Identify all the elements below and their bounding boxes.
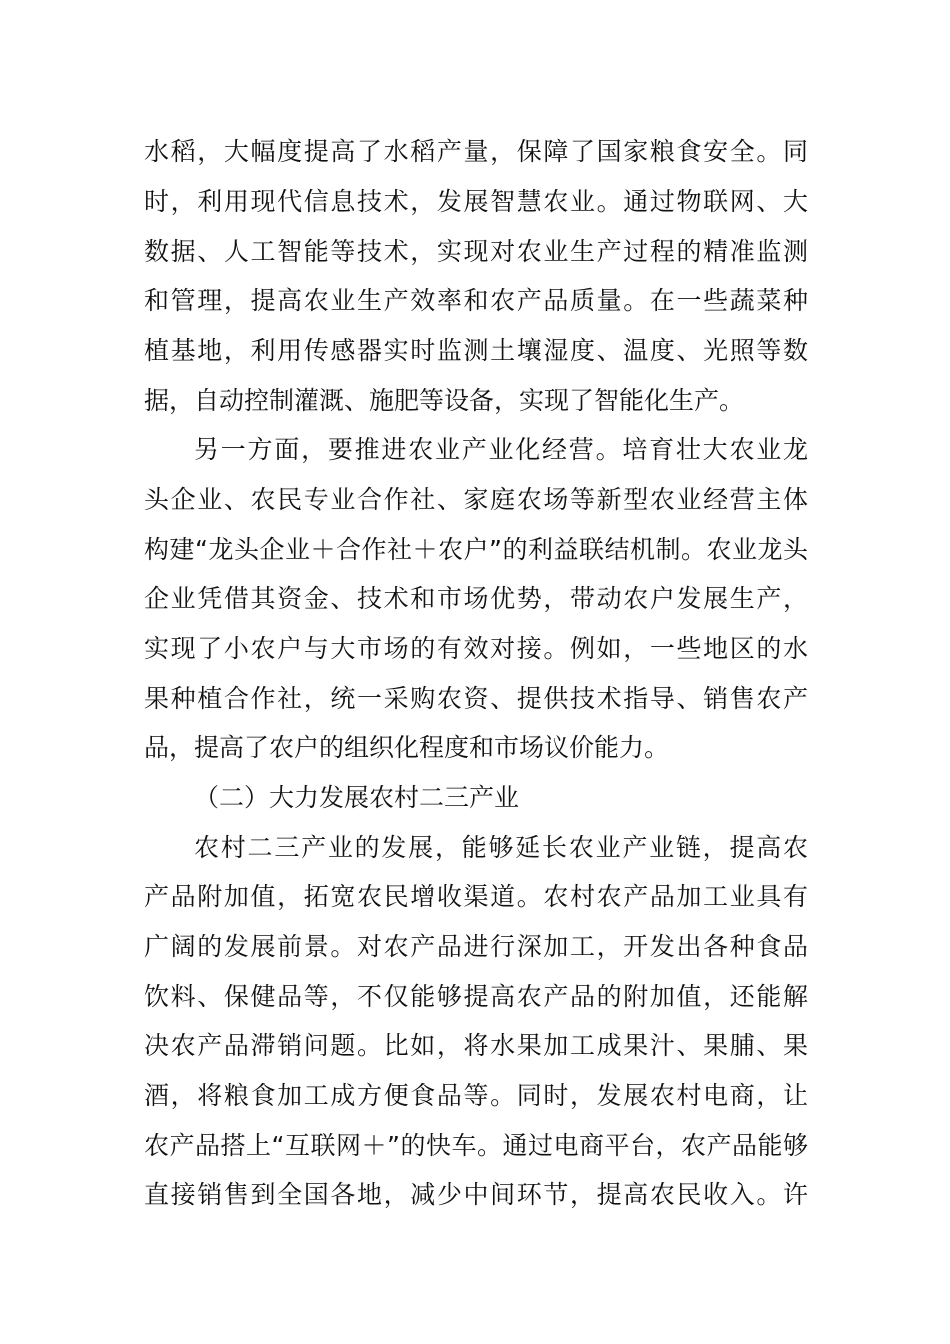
paragraph-line: 决农产品滞销问题。比如，将水果加工成果汁、果脯、果 <box>144 1031 808 1060</box>
paragraph-line: 和管理，提高农业生产效率和农产品质量。在一些蔬菜种 <box>144 286 808 315</box>
paragraph-line: 农产品搭上“互联网＋”的快车。通过电商平台，农产品能够 <box>144 1131 808 1160</box>
section-heading: （二）大力发展农村二三产业 <box>194 783 520 812</box>
paragraph-line: 时，利用现代信息技术，发展智慧农业。通过物联网、大 <box>144 187 808 216</box>
paragraph-line: 直接销售到全国各地，减少中间环节，提高农民收入。许 <box>144 1180 808 1209</box>
paragraph-line: 另一方面，要推进农业产业化经营。培育壮大农业龙 <box>194 435 808 464</box>
paragraph-line: 据，自动控制灌溉、施肥等设备，实现了智能化生产。 <box>144 386 745 415</box>
paragraph-line: 品，提高了农户的组织化程度和市场议价能力。 <box>144 733 670 762</box>
paragraph-line: 产品附加值，拓宽农民增收渠道。农村农产品加工业具有 <box>144 882 808 911</box>
paragraph-line: 企业凭借其资金、技术和市场优势，带动农户发展生产， <box>144 584 808 613</box>
paragraph-line: 饮料、保健品等，不仅能够提高农产品的附加值，还能解 <box>144 982 808 1011</box>
paragraph-line: 数据、人工智能等技术，实现对农业生产过程的精准监测 <box>144 237 808 266</box>
paragraph-line: 果种植合作社，统一采购农资、提供技术指导、销售农产 <box>144 684 808 713</box>
paragraph-line: 广阔的发展前景。对农产品进行深加工，开发出各种食品 <box>144 932 808 961</box>
paragraph-line: 水稻，大幅度提高了水稻产量，保障了国家粮食安全。同 <box>144 137 808 166</box>
paragraph-line: 实现了小农户与大市场的有效对接。例如，一些地区的水 <box>144 634 808 663</box>
paragraph-line: 酒，将粮食加工成方便食品等。同时，发展农村电商，让 <box>144 1081 808 1110</box>
paragraph-line: 农村二三产业的发展，能够延长农业产业链，提高农 <box>194 833 808 862</box>
paragraph-line: 构建“龙头企业＋合作社＋农户”的利益联结机制。农业龙头 <box>144 535 808 564</box>
paragraph-line: 头企业、农民专业合作社、家庭农场等新型农业经营主体 <box>144 485 808 514</box>
paragraph-line: 植基地，利用传感器实时监测土壤湿度、温度、光照等数 <box>144 336 808 365</box>
